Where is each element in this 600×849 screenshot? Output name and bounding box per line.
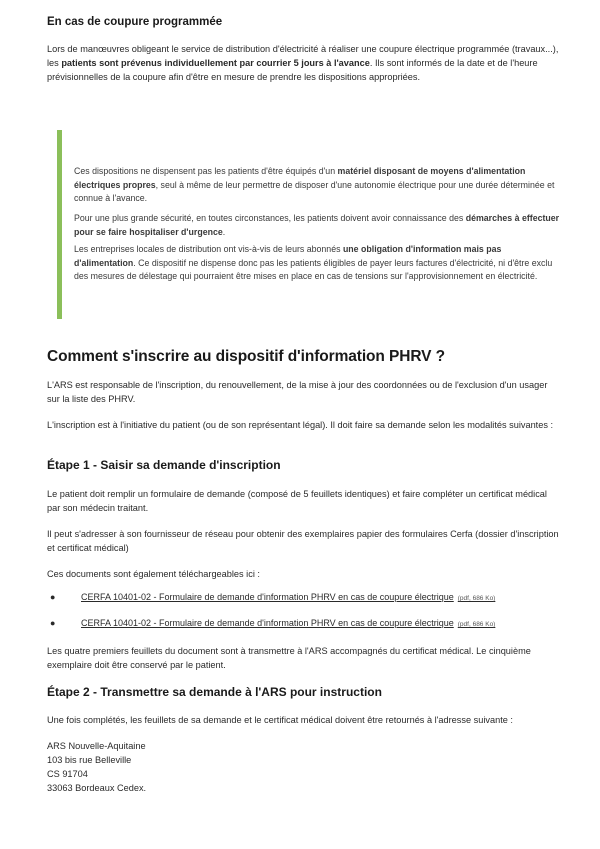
address-block: [47, 739, 146, 795]
text-run: . Ce dispositif ne dispense donc pas les patients éligibles de payer leurs factures d'électricité, ni d'être exclu des mesures de délestage qui pourraient être mises en place en cas de tensions sur l'approvisionnement en électricité.: [74, 257, 553, 281]
inscription-paragraph-1: L'ARS est responsable de l'inscription, du renouvellement, de la mise à jour des coordonnées ou de l'exclusion d'un usager sur la liste des PHRV.: [47, 380, 548, 404]
address-line: CS 91704: [47, 769, 88, 779]
address-line: 33063 Bordeaux Cedex.: [47, 783, 147, 793]
callout-box: [57, 130, 570, 319]
step1-title: Étape 1 - Saisir sa demande d'inscription: [47, 458, 281, 472]
bullet-icon: ●: [50, 592, 56, 602]
file-size: (pdf, 686 Ko): [457, 621, 496, 628]
text-run: Lors de manœuvres obligeant le service de distribution d'électricité à réaliser une coupure électrique programmée (travaux...), les: [47, 44, 559, 68]
section-title-inscription: Comment s'inscrire au dispositif d'information PHRV ?: [47, 348, 445, 365]
bold-text-run: matériel disposant de moyens d'alimentation électriques propres: [74, 166, 526, 190]
text-run: . Ils sont informés de la date et de l'heure prévisionnelles de la coupure afin d'être en mesure de prendre les dispositions appropriées.: [47, 58, 538, 82]
coupure-programmee-paragraph: [47, 42, 562, 84]
step1-paragraph-4: Les quatre premiers feuillets du document sont à transmettre à l'ARS accompagnés du certificat médical. Le cinquième exemplaire doit être conservé par le patient.: [47, 646, 531, 670]
address-line: ARS Nouvelle-Aquitaine: [47, 741, 146, 751]
link-label[interactable]: CERFA 10401-02 - Formulaire de demande d'information PHRV en cas de coupure électrique: [81, 618, 454, 628]
text-run: , seul à même de leur permettre de disposer d'une autonomie électrique pour une durée déterminée et connue à l'avance.: [74, 179, 555, 203]
cerfa-download-link-1[interactable]: [81, 592, 495, 602]
link-label[interactable]: CERFA 10401-02 - Formulaire de demande d'information PHRV en cas de coupure électrique: [81, 592, 454, 602]
address-line: 103 bis rue Belleville: [47, 755, 132, 765]
callout-paragraph-3: [74, 243, 560, 284]
text-run: Les entreprises locales de distribution ont vis-à-vis de leurs abonnés: [74, 244, 343, 254]
step1-paragraph-3: Ces documents sont également téléchargeables ici :: [47, 569, 260, 579]
text-run: Pour une plus grande sécurité, en toutes circonstances, les patients doivent avoir connaissance des: [74, 213, 466, 223]
text-run: .: [222, 226, 226, 237]
callout-paragraph-2: [74, 212, 560, 239]
file-size: (pdf, 686 Ko): [457, 595, 496, 602]
step1-paragraph-2: Il peut s'adresser à son fournisseur de réseau pour obtenir des exemplaires papier des formulaires Cerfa (dossier d'inscription et certificat médical): [47, 529, 559, 553]
bullet-icon: ●: [50, 618, 56, 628]
step2-title: Étape 2 - Transmettre sa demande à l'ARS pour instruction: [47, 685, 382, 699]
step2-paragraph-1: Une fois complétés, les feuillets de sa demande et le certificat médical doivent être retournés à l'adresse suivante :: [47, 715, 513, 725]
section-title-coupure-programmee: En cas de coupure programmée: [47, 16, 223, 28]
bold-text-run: une obligation d'information mais pas d'alimentation: [74, 244, 502, 268]
callout-paragraph-1: [74, 165, 560, 206]
bold-text-run: patients sont prévenus individuellement par courrier 5 jours à l'avance: [61, 58, 370, 68]
cerfa-download-link-2[interactable]: [81, 618, 495, 628]
inscription-paragraph-2: L'inscription est à l'initiative du patient (ou de son représentant légal). Il doit faire sa demande selon les modalités suivantes :: [47, 420, 554, 430]
text-run: Ces dispositions ne dispensent pas les patients d'être équipés d'un: [74, 166, 338, 176]
step1-paragraph-1: Le patient doit remplir un formulaire de demande (composé de 5 feuillets identiques) et faire compléter un certificat médical par son médecin traitant.: [47, 489, 547, 513]
bold-text-run: démarches à effectuer pour se faire hospitaliser d'urgence: [74, 213, 560, 237]
